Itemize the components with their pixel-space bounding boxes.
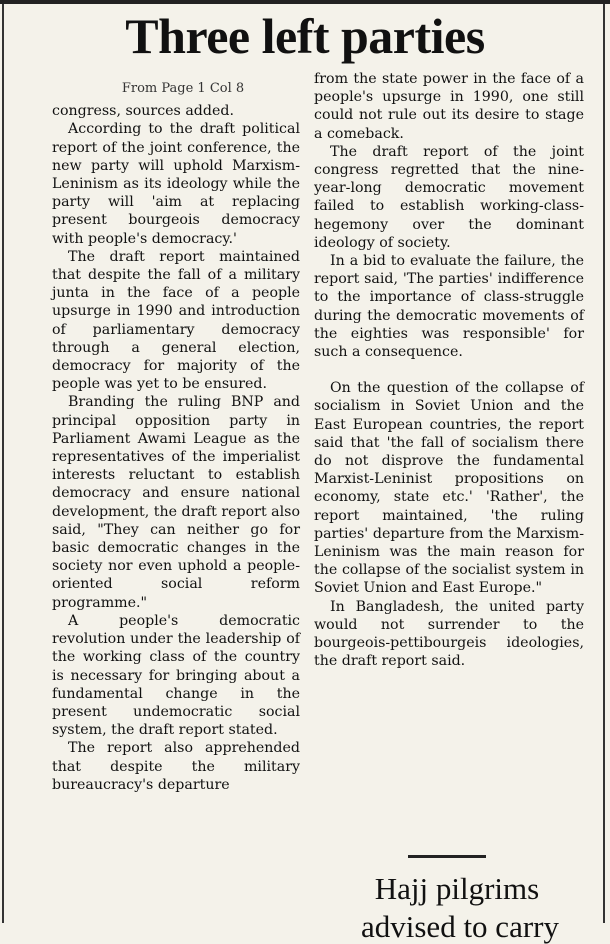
paragraph: Branding the ruling BNP and principal opposition party in Parliament Awami League as the representatives of the imperialist interests reluctant to establish democracy and ensure national development, the draft report also said, "They can neither go for basic democratic changes in the society nor even uphold a people- oriented social reform programme." bbox=[52, 394, 300, 611]
jump-line: From Page 1 Col 8 bbox=[121, 81, 245, 96]
paragraph: In a bid to evaluate the failure, the report said, 'The parties' indifference to the importance of class-struggle during the democratic movements of the eighties was responsible' for such a consequence. bbox=[314, 253, 584, 361]
article-headline: Three left parties bbox=[125, 8, 485, 64]
paragraph: from the state power in the face of a people's upsurge in 1990, one still could not rule out its desire to stage a comeback. bbox=[314, 71, 584, 142]
paragraph: congress, sources added. bbox=[52, 103, 234, 120]
paragraph: On the question of the collapse of socialism in Soviet Union and the East European countries, the report said that 'the fall of socialism there do not disprove the fundamental Marxist-Leninist propositions on economy, state etc.' 'Rather', the report maintained, 'the ruling parties' departure from the Marxism-Leninism was the main reason for the collapse of the socialist system in Soviet Union and East Europe." bbox=[314, 380, 584, 597]
paragraph: According to the draft political report of the joint conference, the new party will uphold Marxism-Leninism as its ideology while the party will 'aim at replacing present bourgeois democracy with people's democracy.' bbox=[52, 121, 300, 247]
next-article-headline-cut: advised to carry bbox=[361, 909, 559, 944]
article-column-2 bbox=[314, 70, 584, 671]
article-column-1 bbox=[52, 80, 300, 794]
paragraph: The draft report of the joint congress regretted that the nine-year-long democratic movement failed to establish working-class- hegemony over the dominant ideology of society. bbox=[314, 143, 584, 251]
article-divider bbox=[408, 855, 486, 858]
next-article-headline: Hajj pilgrims bbox=[374, 871, 540, 906]
paragraph: The draft report maintained that despite the fall of a military junta in the face of a people upsurge in 1990 and introduction of parliamentary democracy through a general election, democracy for majority of the people was yet to be ensured. bbox=[52, 248, 300, 393]
paragraph: A people's democratic revolution under the leadership of the working class of the country is necessary for bringing about a fundamental change in the present undemocratic social system, the draft report stated. bbox=[52, 612, 300, 739]
paragraph: In Bangladesh, the united party would not surrender to the bourgeois-pettibourgeis ideologies, the draft report said. bbox=[314, 598, 584, 670]
paragraph: The report also apprehended that despite the military bureaucracy's departure bbox=[52, 740, 300, 793]
